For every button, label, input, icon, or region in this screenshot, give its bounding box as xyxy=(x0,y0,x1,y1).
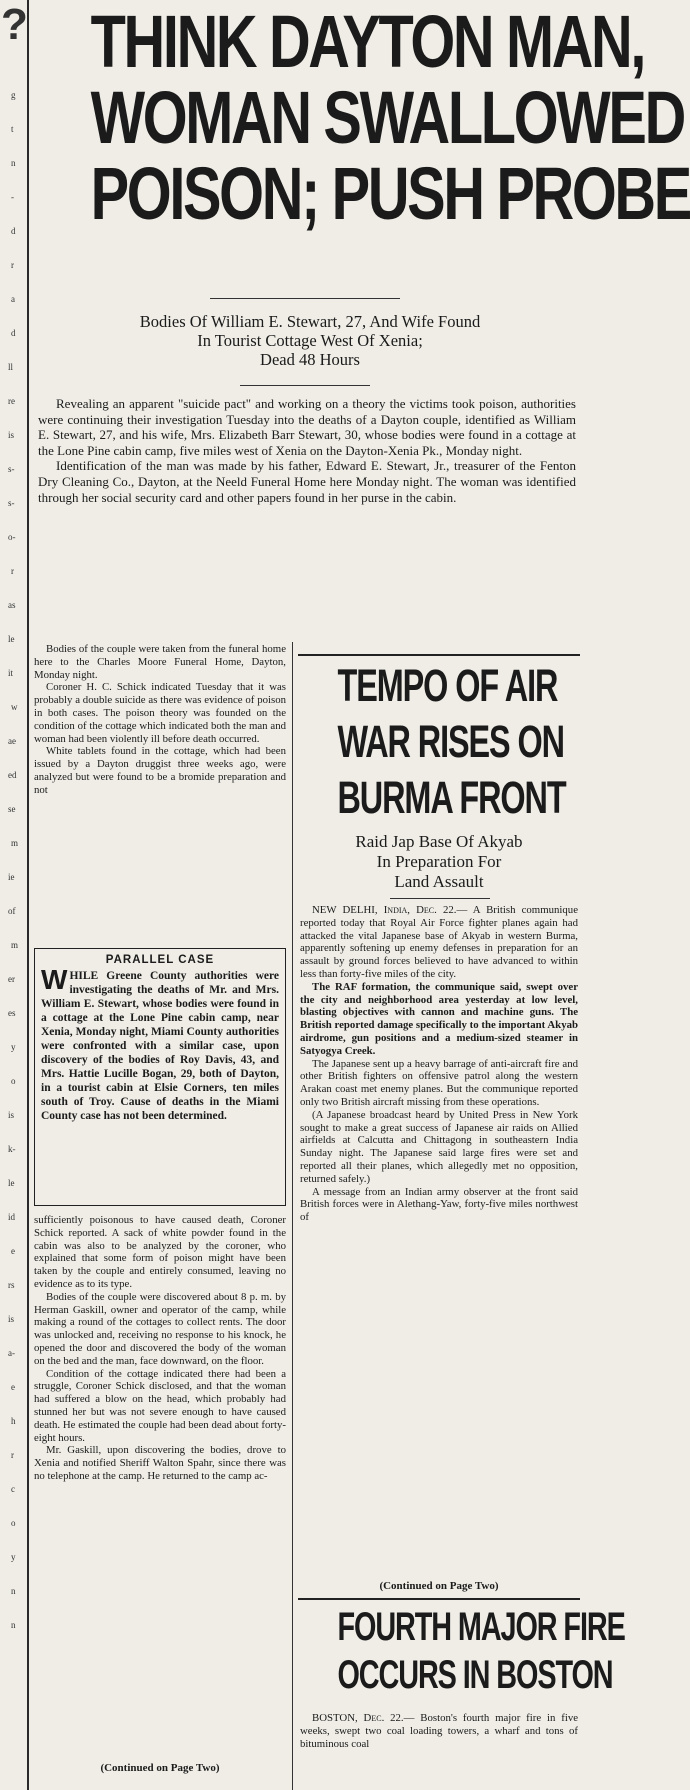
gutter-fragment: as xyxy=(8,600,16,610)
left2-paragraph-1: sufficiently poisonous to have caused death, Coroner Schick reported. A sack of white powder found in the cabin was also to be analyzed by the coroner, who explained that some form of poison might have been taken by the couple and entirely consumed, leaving no evidence as to its type. xyxy=(34,1214,286,1290)
gutter-fragment: e xyxy=(11,1246,15,1256)
headline-line-1: THINK DAYTON MAN, xyxy=(90,0,645,83)
boston-top-rule xyxy=(298,1598,580,1600)
burma-article xyxy=(300,904,578,1224)
lead-paragraph-1: Revealing an apparent "suicide pact" and working on a theory the victims took poison, authorities were continuing their investigation Tuesday into the deaths of a Dayton couple, identified as William E. Stewart, 27, and his wife, Mrs. Elizabeth Barr Stewart, 30, whose bodies were found in a cottage at the Lone Pine cabin camp, five miles west of Xenia on the Dayton-Xenia Pk., Monday night. xyxy=(38,396,576,458)
adjacent-column-fragment xyxy=(0,0,29,1790)
gutter-fragment: o- xyxy=(8,532,16,542)
gutter-fragment: r xyxy=(11,260,14,270)
left-paragraph-2: Coroner H. C. Schick indicated Tuesday that it was probably a double suicide as there was evidence of poison in both cases. The poison theory was founded on the condition of the cottage which indicated both the man and woman had been violently ill before death occurred. xyxy=(34,681,286,745)
headline-line-3: POISON; PUSH PROBE xyxy=(90,152,690,235)
gutter-fragment: k- xyxy=(8,1144,16,1154)
gutter-fragment: o xyxy=(11,1076,16,1086)
gutter-fragment: ll xyxy=(8,362,14,372)
gutter-fragment: t xyxy=(11,124,14,134)
gutter-fragment: it xyxy=(8,668,14,678)
boston-dateline: BOSTON, Dec. 22.— xyxy=(312,1712,415,1724)
lead-paragraph-2: Identification of the man was made by his father, Edward E. Stewart, Jr., treasurer of the Fenton Dry Cleaning Co., Dayton, at the Neeld Funeral Home here Monday night. The woman was identified through her social security card and other papers found in her purse in the cabin. xyxy=(38,458,576,505)
lead-article xyxy=(38,396,576,505)
gutter-fragment: ae xyxy=(8,736,16,746)
gutter-fragment: o xyxy=(11,1518,16,1528)
gutter-fragment: a xyxy=(11,294,15,304)
burma-top-rule xyxy=(298,654,580,656)
box-dropcap: W xyxy=(41,964,68,995)
burma-paragraph-3: The Japanese sent up a heavy barrage of anti-aircraft fire and other British fighters on offensive patrol along the western Arakan coast met enemy planes. But the communique reported only two British aircraft missing from these operations. xyxy=(300,1057,578,1108)
gutter-fragment: rs xyxy=(8,1280,15,1290)
gutter-fragment: m xyxy=(11,940,19,950)
gutter-fragment: ie xyxy=(8,872,15,882)
gutter-fragment: h xyxy=(11,1416,16,1426)
gutter-fragment: of xyxy=(8,906,16,916)
box-text: HILE Greene County authorities were investigating the deaths of Mr. and Mrs. William E. Stewart, whose bodies were found in a cottage at the Lone Pine cabin camp, near Xenia, Monday night, Miami County authorities were confronted with a similar case, upon discovery of the bodies of Roy Davis, 43, and Mrs. Hattie Lucille Bogan, 29, both of Dayton, in a tourist cabin at Elsie Corners, ten miles south of Troy. Cause of deaths in the Miami County case has not been determined. xyxy=(41,970,279,1122)
gutter-fragment: s- xyxy=(8,498,15,508)
gutter-fragment: is xyxy=(8,430,15,440)
left-column-text-2 xyxy=(34,1214,286,1483)
gutter-fragment: y xyxy=(11,1042,16,1052)
gutter-fragment: - xyxy=(11,192,14,202)
gutter-fragment: s- xyxy=(8,464,15,474)
gutter-fragment: m xyxy=(11,838,19,848)
gutter-fragment: le xyxy=(8,634,15,644)
gutter-fragment: re xyxy=(8,396,15,406)
gutter-fragment: n xyxy=(11,1586,16,1596)
gutter-fragment: is xyxy=(8,1110,15,1120)
burma-deck-2: In Preparation For xyxy=(376,852,502,871)
gutter-fragment: is xyxy=(8,1314,15,1324)
gutter-fragment: a- xyxy=(8,1348,15,1358)
main-headline xyxy=(90,0,690,235)
column-rule xyxy=(292,642,293,1790)
gutter-question-mark: ? xyxy=(1,0,28,49)
burma-headline-2: WAR RISES ON xyxy=(337,716,564,767)
left2-paragraph-2: Bodies of the couple were discovered about 8 p. m. by Herman Gaskill, owner and operator of the camp, while making a round of the cottages to collect rents. The door was unlocked and, receiving no response to his knock, he opened the door and discovered the body of the woman on the bed and the man, face downward, on the floor. xyxy=(34,1290,286,1367)
gutter-fragment: d xyxy=(11,328,16,338)
gutter-fragment: d xyxy=(11,226,16,236)
left-column-text xyxy=(34,643,286,797)
headline-line-2: WOMAN SWALLOWED xyxy=(90,76,684,159)
gutter-fragment: id xyxy=(8,1212,16,1222)
gutter-fragment: g xyxy=(11,90,16,100)
burma-paragraph-2: The RAF formation, the communique said, swept over the city and neighborhood area yesterday at low level, blasting objectives with cannon and machine guns. The British reported damage specifically to the important Akyab airdrome, gun positions and a medium-sized steamer in Satyogya Creek. xyxy=(300,980,578,1057)
left2-paragraph-4: Mr. Gaskill, upon discovering the bodies, drove to Xenia and notified Sheriff Walton Spahr, since there was no telephone at the camp. He returned to the camp ac- xyxy=(34,1444,286,1482)
gutter-fragment: n xyxy=(11,158,16,168)
deck-rule xyxy=(240,385,370,386)
box-title: PARALLEL CASE xyxy=(105,954,215,966)
left-continued-line: (Continued on Page Two) xyxy=(100,1762,220,1774)
left-paragraph-3: White tablets found in the cottage, which had been issued by a Dayton druggist three weeks ago, were analyzed but were found to be a bromide preparation and not xyxy=(34,745,286,796)
gutter-fragment: w xyxy=(11,702,18,712)
newspaper-page xyxy=(30,0,690,1790)
headline-rule xyxy=(210,298,400,299)
deck-line-1: Bodies Of William E. Stewart, 27, And Wife Found xyxy=(139,312,481,331)
burma-paragraph-4: (A Japanese broadcast heard by United Press in New York sought to make a great success of Japanese air raids on Allied airfields at Calcutta and Chittagong in southeastern India Sunday night. The Japanese said large fires were set and reported all their planes, which allegedly met no opposition, returned safely.) xyxy=(300,1108,578,1185)
gutter-fragment: y xyxy=(11,1552,16,1562)
burma-deck xyxy=(298,832,580,892)
left2-paragraph-3: Condition of the cottage indicated there had been a struggle, Coroner Schick disclosed, and that the woman had suffered a blow on the head, which probably had stunned her but was not severe enough to have caused death. He estimated the couple had been dead about forty-eight hours. xyxy=(34,1367,286,1444)
burma-paragraph-1: A British communique reported today that Royal Air Force fighter planes again had attacked the vital Japanese base of Akyab in western Burma, apparently softening up enemy defenses in preparation for an assault by ground forces believed to have advanced to within less than forty-five miles of the city. xyxy=(300,904,578,980)
gutter-fragment: es xyxy=(8,1008,16,1018)
burma-paragraph-5: A message from an Indian army observer at the front said British forces were in Alethang-Yaw, forty-five miles northwest of xyxy=(300,1185,578,1224)
parallel-case-box xyxy=(34,948,286,1206)
main-deck xyxy=(50,312,570,369)
burma-deck-rule xyxy=(390,898,490,899)
burma-deck-3: Land Assault xyxy=(394,872,484,891)
burma-continued-line: (Continued on Page Two) xyxy=(379,1580,499,1592)
gutter-fragment: r xyxy=(11,566,14,576)
burma-dateline: NEW DELHI, India, Dec. 22.— xyxy=(312,904,468,916)
burma-headline-1: TEMPO OF AIR xyxy=(337,660,558,711)
gutter-fragment: r xyxy=(11,1450,14,1460)
boston-article xyxy=(300,1712,578,1750)
burma-deck-1: Raid Jap Base Of Akyab xyxy=(355,832,523,851)
gutter-fragment: se xyxy=(8,804,16,814)
gutter-fragment: ed xyxy=(8,770,17,780)
burma-headline-3: BURMA FRONT xyxy=(337,772,566,823)
gutter-fragment: n xyxy=(11,1620,16,1630)
gutter-fragment: e xyxy=(11,1382,15,1392)
gutter-fragment: er xyxy=(8,974,15,984)
boston-headline-2: OCCURS IN BOSTON xyxy=(337,1653,613,1697)
left-paragraph-1: Bodies of the couple were taken from the funeral home here to the Charles Moore Funeral Home, Dayton, Monday night. xyxy=(34,643,286,681)
deck-line-3: Dead 48 Hours xyxy=(260,350,360,369)
gutter-fragment: c xyxy=(11,1484,15,1494)
gutter-fragment: le xyxy=(8,1178,15,1188)
boston-paragraph-1: Boston's fourth major fire in five weeks, swept two coal loading towers, a wharf and tons of bituminous coal xyxy=(300,1712,579,1750)
boston-headline-1: FOURTH MAJOR FIRE xyxy=(337,1605,625,1649)
deck-line-2: In Tourist Cottage West Of Xenia; xyxy=(197,331,423,350)
